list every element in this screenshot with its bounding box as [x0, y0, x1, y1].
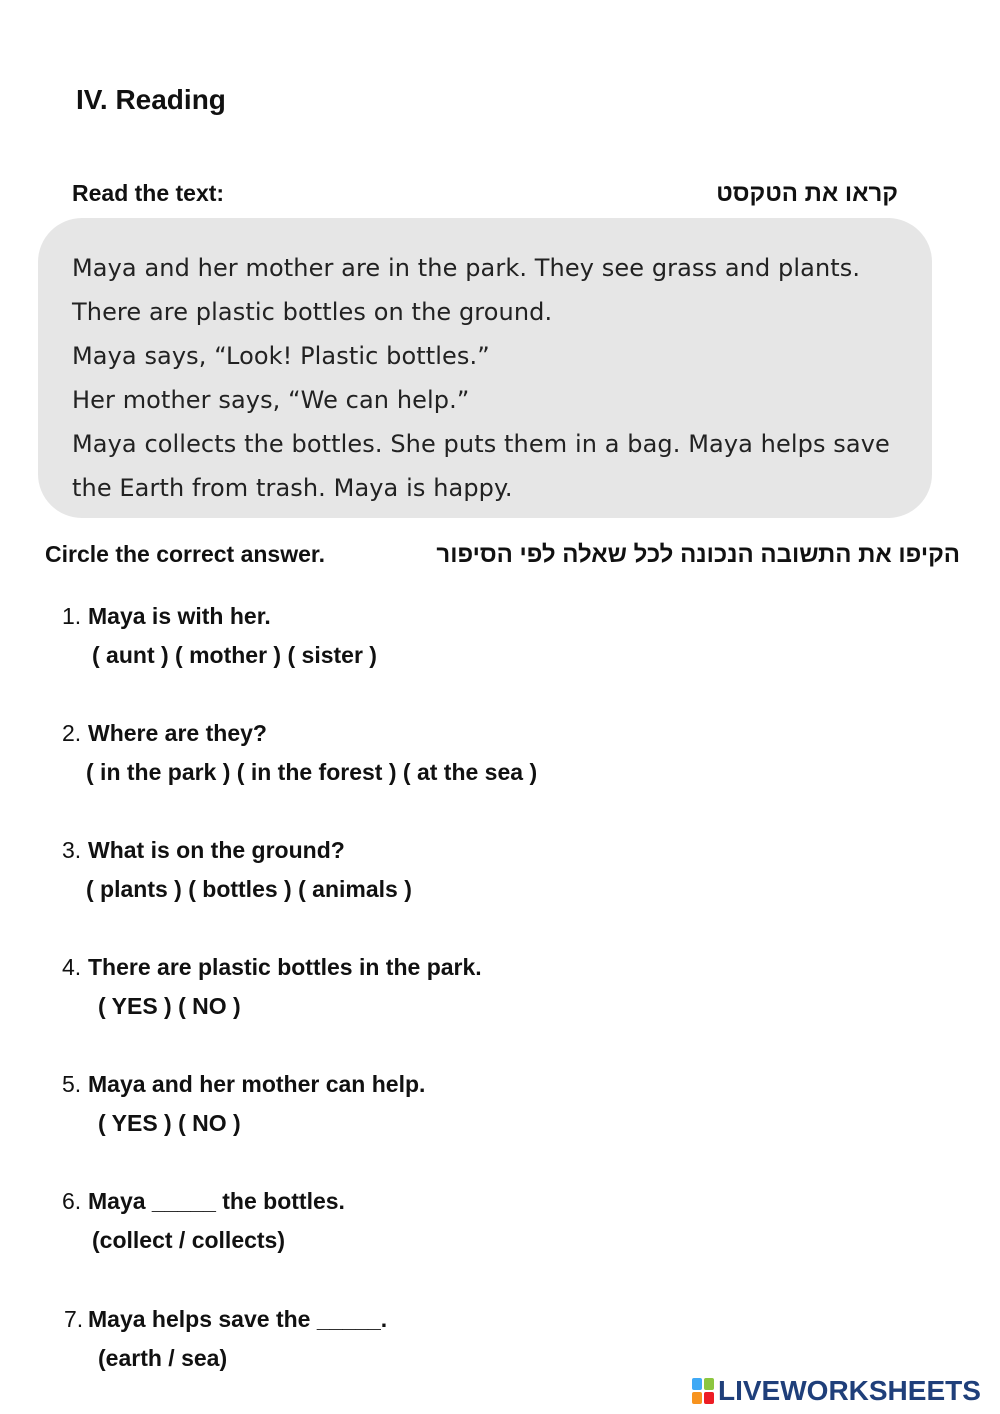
- read-instruction-he: קראו את הטקסט: [716, 180, 898, 207]
- question-text: Maya _____ the bottles.: [88, 1188, 345, 1214]
- logo-square-icon: [704, 1378, 714, 1390]
- read-instruction-en: Read the text:: [72, 180, 225, 206]
- question-number: 1.: [62, 603, 82, 629]
- logo-grid-icon: [692, 1378, 714, 1404]
- question-text: Maya helps save the _____.: [88, 1306, 388, 1332]
- logo-square-icon: [692, 1378, 702, 1390]
- passage-line: Maya says, “Look! Plastic bottles.”: [72, 342, 490, 370]
- circle-instruction-he: הקיפו את התשובה הנכונה לכל שאלה לפי הסיפור: [436, 541, 960, 568]
- question-text: Where are they?: [88, 720, 267, 746]
- answer-options[interactable]: ( YES ) ( NO ): [98, 993, 241, 1019]
- passage-line: the Earth from trash. Maya is happy.: [72, 474, 513, 502]
- question-number: 6.: [62, 1188, 82, 1214]
- answer-options[interactable]: ( in the park ) ( in the forest ) ( at the sea ): [86, 759, 538, 785]
- question-text: There are plastic bottles in the park.: [88, 954, 482, 980]
- question-text: What is on the ground?: [88, 837, 345, 863]
- answer-options[interactable]: ( plants ) ( bottles ) ( animals ): [86, 876, 412, 902]
- logo-text: LIVEWORKSHEETS: [718, 1375, 981, 1406]
- passage-line: Her mother says, “We can help.”: [72, 386, 470, 414]
- liveworksheets-logo: [692, 1374, 981, 1408]
- question-number: 3.: [62, 837, 82, 863]
- circle-instruction-en: Circle the correct answer.: [45, 541, 325, 567]
- answer-options[interactable]: (collect / collects): [92, 1227, 286, 1253]
- answer-options[interactable]: ( aunt ) ( mother ) ( sister ): [92, 642, 377, 668]
- section-title: IV. Reading: [76, 84, 226, 115]
- question-number: 2.: [62, 720, 82, 746]
- question-number: 5.: [62, 1071, 82, 1097]
- passage-line: Maya and her mother are in the park. They see grass and plants.: [72, 254, 861, 282]
- question-number: 4.: [62, 954, 82, 980]
- passage-line: There are plastic bottles on the ground.: [72, 298, 553, 326]
- answer-options[interactable]: (earth / sea): [98, 1345, 228, 1371]
- question-text: Maya is with her.: [88, 603, 271, 629]
- logo-square-icon: [692, 1392, 702, 1404]
- question-number: 7.: [64, 1306, 84, 1332]
- logo-square-icon: [704, 1392, 714, 1404]
- passage-line: Maya collects the bottles. She puts them in a bag. Maya helps save: [72, 430, 890, 458]
- answer-options[interactable]: ( YES ) ( NO ): [98, 1110, 241, 1136]
- question-text: Maya and her mother can help.: [88, 1071, 426, 1097]
